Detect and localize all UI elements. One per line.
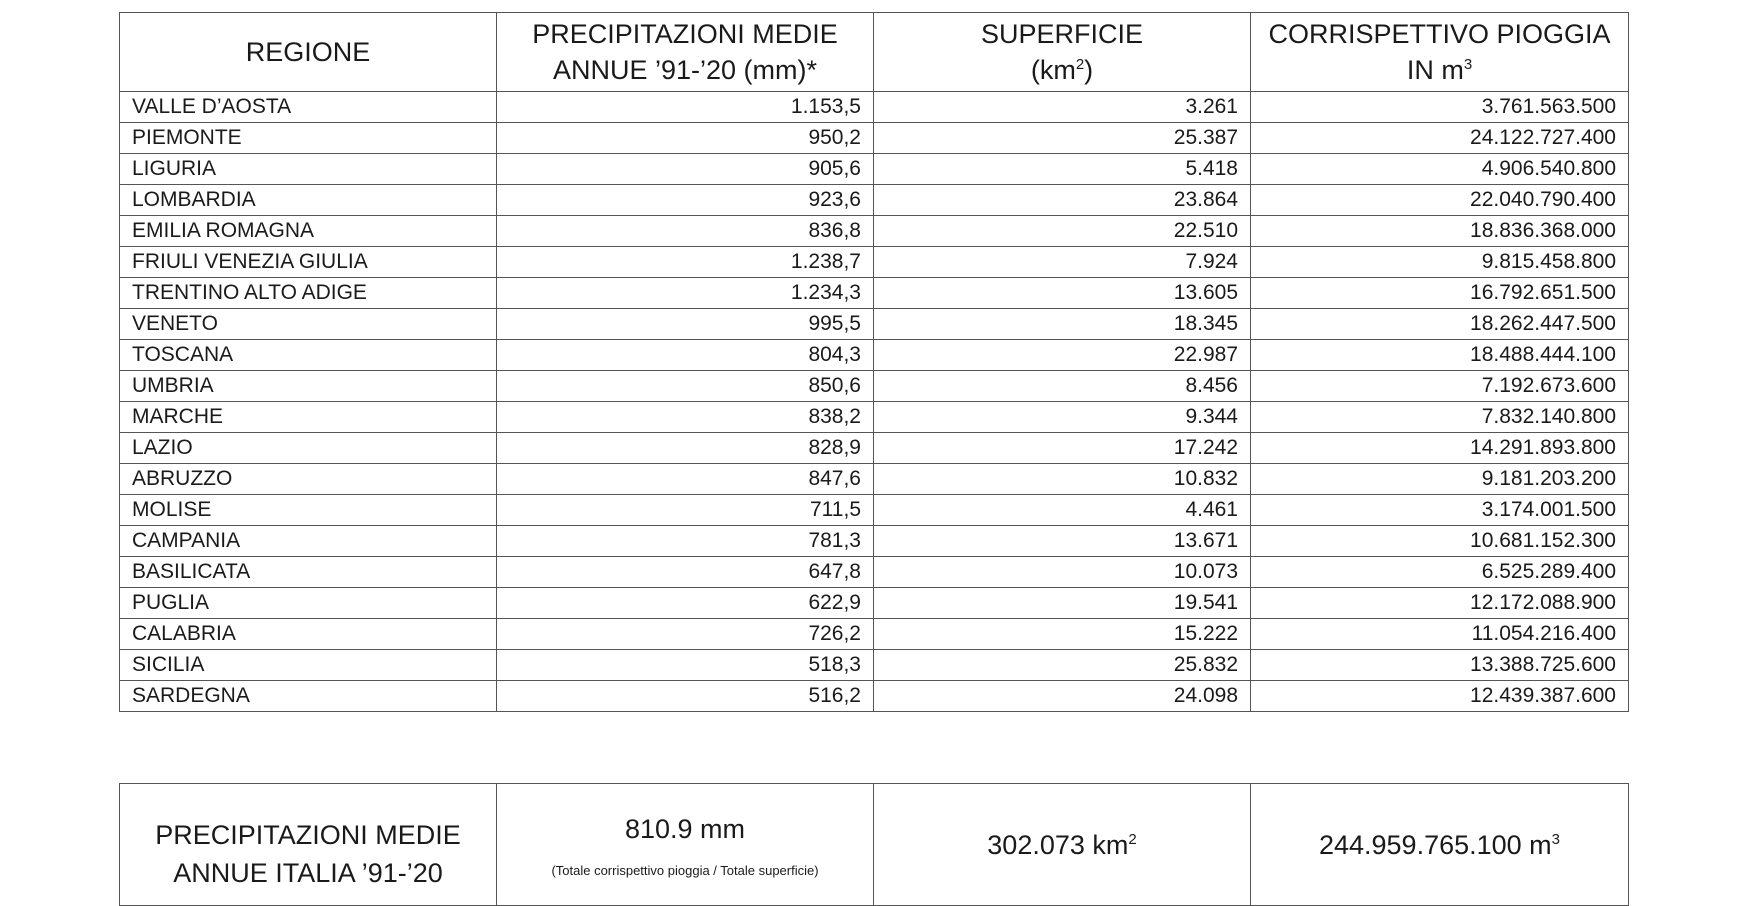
regione-cell: EMILIA ROMAGNA xyxy=(120,216,497,247)
precipitazioni-cell: 847,6 xyxy=(497,464,874,495)
table-row xyxy=(120,557,1629,588)
regione-cell: VENETO xyxy=(120,309,497,340)
regione-cell: ABRUZZO xyxy=(120,464,497,495)
precipitazioni-cell: 850,6 xyxy=(497,371,874,402)
precipitazioni-cell: 838,2 xyxy=(497,402,874,433)
precipitazioni-cell: 828,9 xyxy=(497,433,874,464)
superficie-cell: 25.832 xyxy=(874,650,1251,681)
superficie-cell: 19.541 xyxy=(874,588,1251,619)
table-row xyxy=(120,588,1629,619)
table-row xyxy=(120,123,1629,154)
superficie-cell: 18.345 xyxy=(874,309,1251,340)
header-regione: REGIONE xyxy=(120,13,497,92)
regione-cell: LIGURIA xyxy=(120,154,497,185)
corrispettivo-cell: 18.488.444.100 xyxy=(1251,340,1629,371)
regione-cell: SARDEGNA xyxy=(120,681,497,712)
superficie-cell: 9.344 xyxy=(874,402,1251,433)
table-row xyxy=(120,309,1629,340)
table-row xyxy=(120,371,1629,402)
precipitazioni-cell: 647,8 xyxy=(497,557,874,588)
superficie-cell: 15.222 xyxy=(874,619,1251,650)
corrispettivo-cell: 12.172.088.900 xyxy=(1251,588,1629,619)
regione-cell: VALLE D’AOSTA xyxy=(120,92,497,123)
precipitazioni-cell: 923,6 xyxy=(497,185,874,216)
table-row xyxy=(120,185,1629,216)
table-row xyxy=(120,681,1629,712)
superficie-cell: 13.605 xyxy=(874,278,1251,309)
corrispettivo-cell: 11.054.216.400 xyxy=(1251,619,1629,650)
regione-cell: TRENTINO ALTO ADIGE xyxy=(120,278,497,309)
precipitazioni-cell: 711,5 xyxy=(497,495,874,526)
regione-cell: MOLISE xyxy=(120,495,497,526)
regione-cell: CALABRIA xyxy=(120,619,497,650)
superficie-cell: 13.671 xyxy=(874,526,1251,557)
totals-corrispettivo: 244.959.765.100 $m^3$ xyxy=(1251,784,1629,906)
totals-superficie: 302.073 $km^2$ xyxy=(874,784,1251,906)
superficie-cell: 23.864 xyxy=(874,185,1251,216)
corrispettivo-cell: 10.681.152.300 xyxy=(1251,526,1629,557)
table-row xyxy=(120,464,1629,495)
totals-label: PRECIPITAZIONI MEDIE ANNUE ITALIA ’91-’20 xyxy=(120,784,497,906)
table-row xyxy=(120,340,1629,371)
corrispettivo-cell: 3.761.563.500 xyxy=(1251,92,1629,123)
precipitazioni-cell: 518,3 xyxy=(497,650,874,681)
corrispettivo-cell: 7.192.673.600 xyxy=(1251,371,1629,402)
regione-cell: BASILICATA xyxy=(120,557,497,588)
table-row xyxy=(120,216,1629,247)
corrispettivo-cell: 4.906.540.800 xyxy=(1251,154,1629,185)
corrispettivo-cell: 9.815.458.800 xyxy=(1251,247,1629,278)
corrispettivo-cell: 16.792.651.500 xyxy=(1251,278,1629,309)
table-row xyxy=(120,154,1629,185)
precipitazioni-cell: 905,6 xyxy=(497,154,874,185)
table-row xyxy=(120,433,1629,464)
corrispettivo-cell: 3.174.001.500 xyxy=(1251,495,1629,526)
regione-cell: FRIULI VENEZIA GIULIA xyxy=(120,247,497,278)
regional-precipitation-table xyxy=(119,12,1629,712)
superficie-cell: 25.387 xyxy=(874,123,1251,154)
regione-cell: PUGLIA xyxy=(120,588,497,619)
superficie-cell: 7.924 xyxy=(874,247,1251,278)
italy-totals-table xyxy=(119,783,1629,906)
regione-cell: LOMBARDIA xyxy=(120,185,497,216)
superficie-cell: 24.098 xyxy=(874,681,1251,712)
header-superficie: SUPERFICIE $(km^2)$ xyxy=(874,13,1251,92)
superficie-cell: 10.073 xyxy=(874,557,1251,588)
regione-cell: SICILIA xyxy=(120,650,497,681)
superficie-cell: 22.987 xyxy=(874,340,1251,371)
superficie-cell: 3.261 xyxy=(874,92,1251,123)
corrispettivo-cell: 18.836.368.000 xyxy=(1251,216,1629,247)
table-row xyxy=(120,619,1629,650)
corrispettivo-cell: 22.040.790.400 xyxy=(1251,185,1629,216)
regione-cell: CAMPANIA xyxy=(120,526,497,557)
regione-cell: TOSCANA xyxy=(120,340,497,371)
precipitazioni-cell: 622,9 xyxy=(497,588,874,619)
superficie-cell: 22.510 xyxy=(874,216,1251,247)
totals-precipitazioni: 810.9 mm (Totale corrispettivo pioggia / Totale superficie) xyxy=(497,784,874,906)
precipitazioni-cell: 804,3 xyxy=(497,340,874,371)
superficie-cell: 4.461 xyxy=(874,495,1251,526)
table-body xyxy=(120,92,1629,712)
precipitazioni-cell: 995,5 xyxy=(497,309,874,340)
table-row xyxy=(120,526,1629,557)
regione-cell: PIEMONTE xyxy=(120,123,497,154)
header-precipitazioni: PRECIPITAZIONI MEDIE ANNUE ’91-’20 (mm)* xyxy=(497,13,874,92)
superficie-cell: 10.832 xyxy=(874,464,1251,495)
regione-cell: LAZIO xyxy=(120,433,497,464)
table-row xyxy=(120,278,1629,309)
superficie-cell: 17.242 xyxy=(874,433,1251,464)
table-row xyxy=(120,495,1629,526)
corrispettivo-cell: 12.439.387.600 xyxy=(1251,681,1629,712)
precipitazioni-cell: 726,2 xyxy=(497,619,874,650)
corrispettivo-cell: 7.832.140.800 xyxy=(1251,402,1629,433)
precipitazioni-cell: 516,2 xyxy=(497,681,874,712)
precipitazioni-cell: 1.234,3 xyxy=(497,278,874,309)
header-row xyxy=(120,13,1629,92)
corrispettivo-cell: 14.291.893.800 xyxy=(1251,433,1629,464)
regione-cell: UMBRIA xyxy=(120,371,497,402)
table-row xyxy=(120,247,1629,278)
precipitazioni-cell: 1.238,7 xyxy=(497,247,874,278)
corrispettivo-cell: 18.262.447.500 xyxy=(1251,309,1629,340)
table-row xyxy=(120,650,1629,681)
table-row xyxy=(120,402,1629,433)
corrispettivo-cell: 9.181.203.200 xyxy=(1251,464,1629,495)
totals-row xyxy=(120,784,1629,906)
corrispettivo-cell: 13.388.725.600 xyxy=(1251,650,1629,681)
regione-cell: MARCHE xyxy=(120,402,497,433)
corrispettivo-cell: 6.525.289.400 xyxy=(1251,557,1629,588)
precipitazioni-cell: 1.153,5 xyxy=(497,92,874,123)
table-row xyxy=(120,92,1629,123)
precipitazioni-cell: 836,8 xyxy=(497,216,874,247)
corrispettivo-cell: 24.122.727.400 xyxy=(1251,123,1629,154)
header-corrispettivo: CORRISPETTIVO PIOGGIA IN $m^3$ xyxy=(1251,13,1629,92)
precipitazioni-cell: 781,3 xyxy=(497,526,874,557)
precipitazioni-cell: 950,2 xyxy=(497,123,874,154)
superficie-cell: 5.418 xyxy=(874,154,1251,185)
totals-formula-note: (Totale corrispettivo pioggia / Totale superficie) xyxy=(551,862,819,878)
superficie-cell: 8.456 xyxy=(874,371,1251,402)
